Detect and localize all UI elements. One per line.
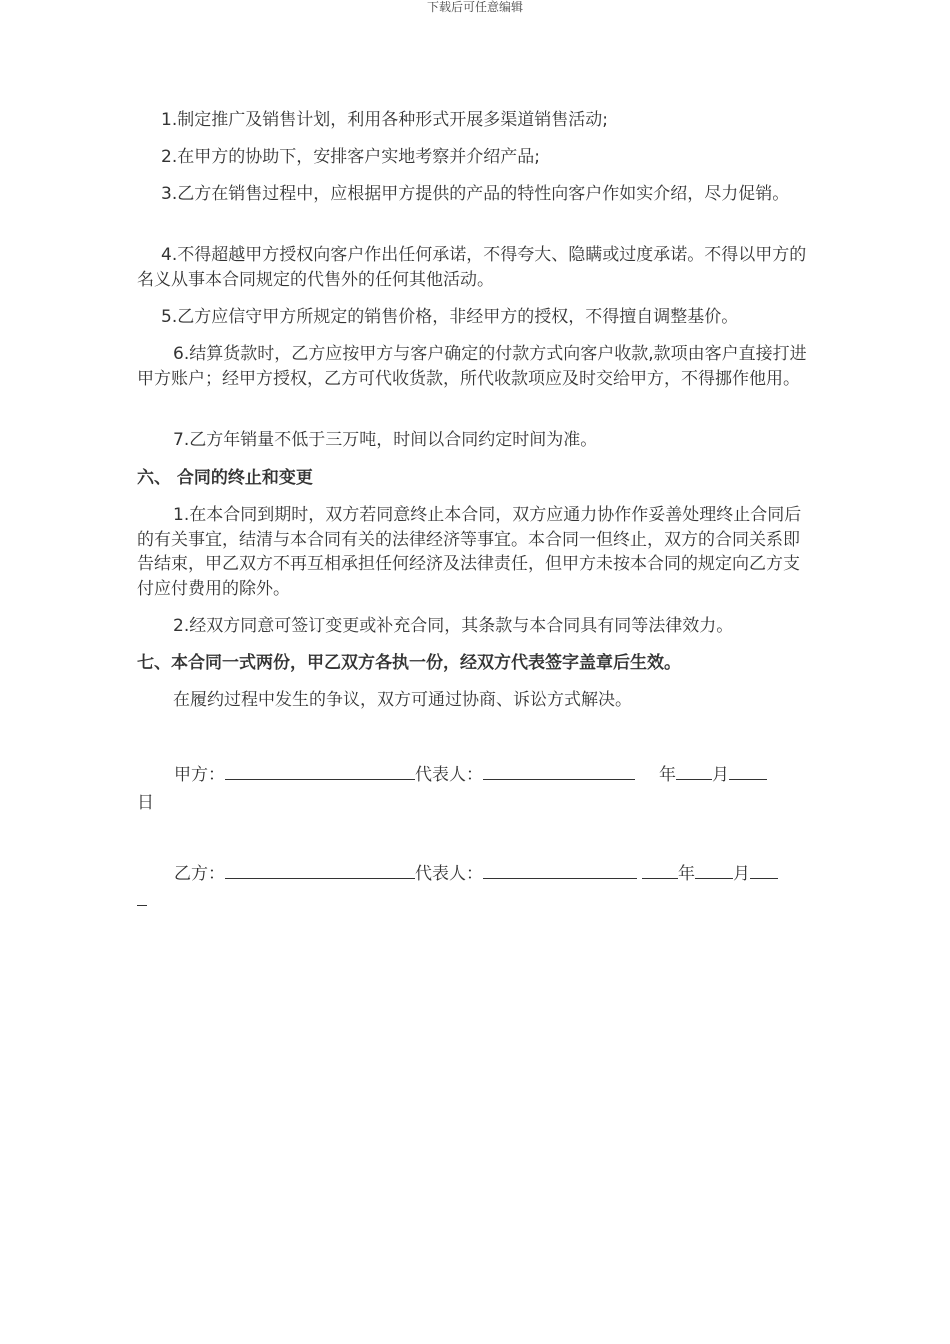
party-a-blank xyxy=(225,762,415,780)
day-blank xyxy=(750,861,778,879)
list-item xyxy=(137,145,807,170)
list-item-text: 2.在甲方的协助下，安排客户实地考察并介绍产品; xyxy=(161,147,540,167)
list-item xyxy=(137,503,807,601)
list-item-text: 5.乙方应信守甲方所规定的销售价格，非经甲方的授权，不得擅自调整基价。 xyxy=(161,307,739,327)
list-item xyxy=(137,614,807,639)
section-heading-text: 七、本合同一式两份，甲乙双方各执一份，经双方代表签字盖章后生效。 xyxy=(137,653,681,673)
rep-blank xyxy=(483,861,637,879)
list-item-text: 2.经双方同意可签订变更或补充合同，其条款与本合同具有同等法律效力。 xyxy=(173,616,734,636)
year-blank xyxy=(642,861,678,879)
paragraph-text: 在履约过程中发生的争议，双方可通过协商、诉讼方式解决。 xyxy=(173,690,632,710)
section-heading xyxy=(137,466,807,491)
list-item xyxy=(137,305,807,330)
rep-label: 代表人： xyxy=(415,864,483,884)
party-b-label: 乙方： xyxy=(174,864,225,884)
year-label: 年 xyxy=(659,765,676,785)
page-header: 下载后可任意编辑 xyxy=(426,0,523,14)
year-label: 年 xyxy=(678,864,695,884)
month-label: 月 xyxy=(712,765,729,785)
month-blank xyxy=(695,861,733,879)
rep-label: 代表人： xyxy=(415,765,483,785)
list-item-text: 4.不得超越甲方授权向客户作出任何承诺，不得夸大、隐瞒或过度承诺。不得以甲方的名义从事本合同规定的代售外的任何其他活动。 xyxy=(137,245,807,290)
signature-line-party-a xyxy=(137,762,807,788)
list-item-text: 1.在本合同到期时，双方若同意终止本合同，双方应通力协作作妥善处理终止合同后的有关事宜，结清与本合同有关的法律经济等事宜。本合同一但终止，双方的合同关系即告结束，甲乙双方不再互相承担任何经济及法律责任，但甲方未按本合同的规定向乙方支付应付费用的除外。 xyxy=(137,505,802,599)
section-heading-text: 六、 合同的终止和变更 xyxy=(137,468,313,488)
list-item xyxy=(137,108,807,133)
party-b-blank xyxy=(225,861,415,879)
day-label: 日 xyxy=(137,793,154,813)
day-blank-wrap xyxy=(137,905,147,906)
list-item xyxy=(137,342,807,391)
paragraph xyxy=(137,688,807,713)
list-item xyxy=(137,182,807,207)
section-heading xyxy=(137,651,807,676)
party-a-label: 甲方： xyxy=(174,765,225,785)
day-blank xyxy=(729,762,767,780)
list-item xyxy=(137,243,807,292)
rep-blank xyxy=(483,762,635,780)
list-item-text: 1.制定推广及销售计划，利用各种形式开展多渠道销售活动; xyxy=(161,110,608,130)
list-item-text: 6.结算货款时，乙方应按甲方与客户确定的付款方式向客户收款,款项由客户直接打进甲方账户；经甲方授权，乙方可代收货款，所代收款项应及时交给甲方，不得挪作他用。 xyxy=(137,344,807,389)
list-item-text: 7.乙方年销量不低于三万吨，时间以合同约定时间为准。 xyxy=(173,430,598,450)
list-item xyxy=(137,428,807,453)
month-label: 月 xyxy=(733,864,750,884)
signature-line-party-b xyxy=(137,861,807,887)
month-blank xyxy=(676,762,712,780)
list-item-text: 3.乙方在销售过程中，应根据甲方提供的产品的特性向客户作如实介绍，尽力促销。 xyxy=(161,184,790,204)
